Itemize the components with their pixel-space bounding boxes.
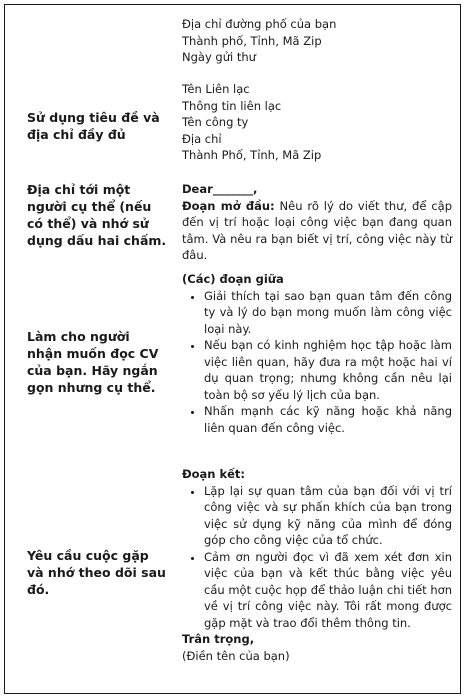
tip-heading-address: Sử dụng tiêu đề và địa chỉ đầy đủ: [27, 110, 160, 142]
tip-salutation: Địa chỉ tới một người cụ thể (nếu có thể) và nhớ sử dụng dấu hai chấm.: [27, 182, 167, 248]
recipient-address-block: [182, 81, 452, 164]
opening-text: Nêu rõ lý do viết thư, để cập đến vị trí hoặc loại công việc bạn đang quan tâm. Và nêu ra bạn biết vị trí, công việc này từ đâu.: [182, 198, 452, 262]
letter-template-frame: [4, 4, 461, 694]
recipient-contact-name: Tên Liên lạc: [182, 82, 250, 96]
sender-address-block: [182, 16, 452, 66]
list-item: • Nhấn mạnh các kỹ năng hoặc khả năng liên quan đến công việc.: [204, 403, 452, 436]
recipient-city: Thành Phố, Tỉnh, Mã Zip: [182, 148, 322, 162]
sender-street: Địa chỉ đường phố của bạn: [182, 17, 337, 31]
opening-block: [182, 181, 452, 264]
list-item: • Giải thích tại sao bạn quan tâm đến công ty và lý do bạn mong muốn làm công việc loại này.: [204, 288, 452, 338]
salutation: Dear_______,: [182, 182, 258, 196]
closing-salutation: Trân trọng,: [182, 632, 255, 646]
tip-cv: Làm cho người nhận muốn đọc CV của bạn. Hãy ngắn gọn nhưng cụ thể.: [27, 329, 159, 395]
opening-label: Đoạn mở đầu:: [182, 198, 275, 213]
list-item: • Cảm ơn người đọc vì đã xem xét đơn xin việc của bạn và kết thúc bằng việc yêu cầu một cuộc họp để thảo luận chi tiết hơn về vị trí công việc này. Tôi rất mong được gặp mặt và trao đổi thêm thông tin.: [204, 549, 452, 632]
sender-city: Thành phố, Tỉnh, Mã Zip: [182, 33, 322, 48]
list-item: • Lặp lại sự quan tâm của bạn đối với vị trí công việc và sự phấn khích của bạn trong việc sử dụng kỹ năng của mình để đóng góp cho công việc của tổ chức.: [204, 483, 452, 549]
body-heading: (Các) đoạn giữa: [182, 272, 284, 286]
opening-paragraph: [182, 198, 452, 264]
recipient-address: Địa chỉ: [182, 131, 222, 146]
signature-placeholder: (Điền tên của bạn): [182, 648, 290, 663]
recipient-contact-info: Thông tin liên lạc: [182, 98, 282, 113]
closing-bullet-list: [182, 483, 452, 632]
closing-block: [182, 466, 452, 664]
recipient-company: Tên công ty: [182, 115, 249, 129]
body-bullet-list: [182, 288, 452, 437]
body-block: [182, 271, 452, 436]
closing-heading: Đoạn kết:: [182, 467, 246, 481]
tip-followup: Yêu cầu cuộc gặp và nhớ theo dõi sau đó.: [27, 548, 166, 597]
sender-date: Ngày gửi thư: [182, 50, 256, 64]
list-item: • Nếu bạn có kinh nghiệm học tập hoặc làm việc liên quan, hãy đưa ra một hoặc hai ví dụ quan trọng; nhưng không cần nêu lại toàn bộ sơ yếu lý lịch của bạn.: [204, 337, 452, 403]
